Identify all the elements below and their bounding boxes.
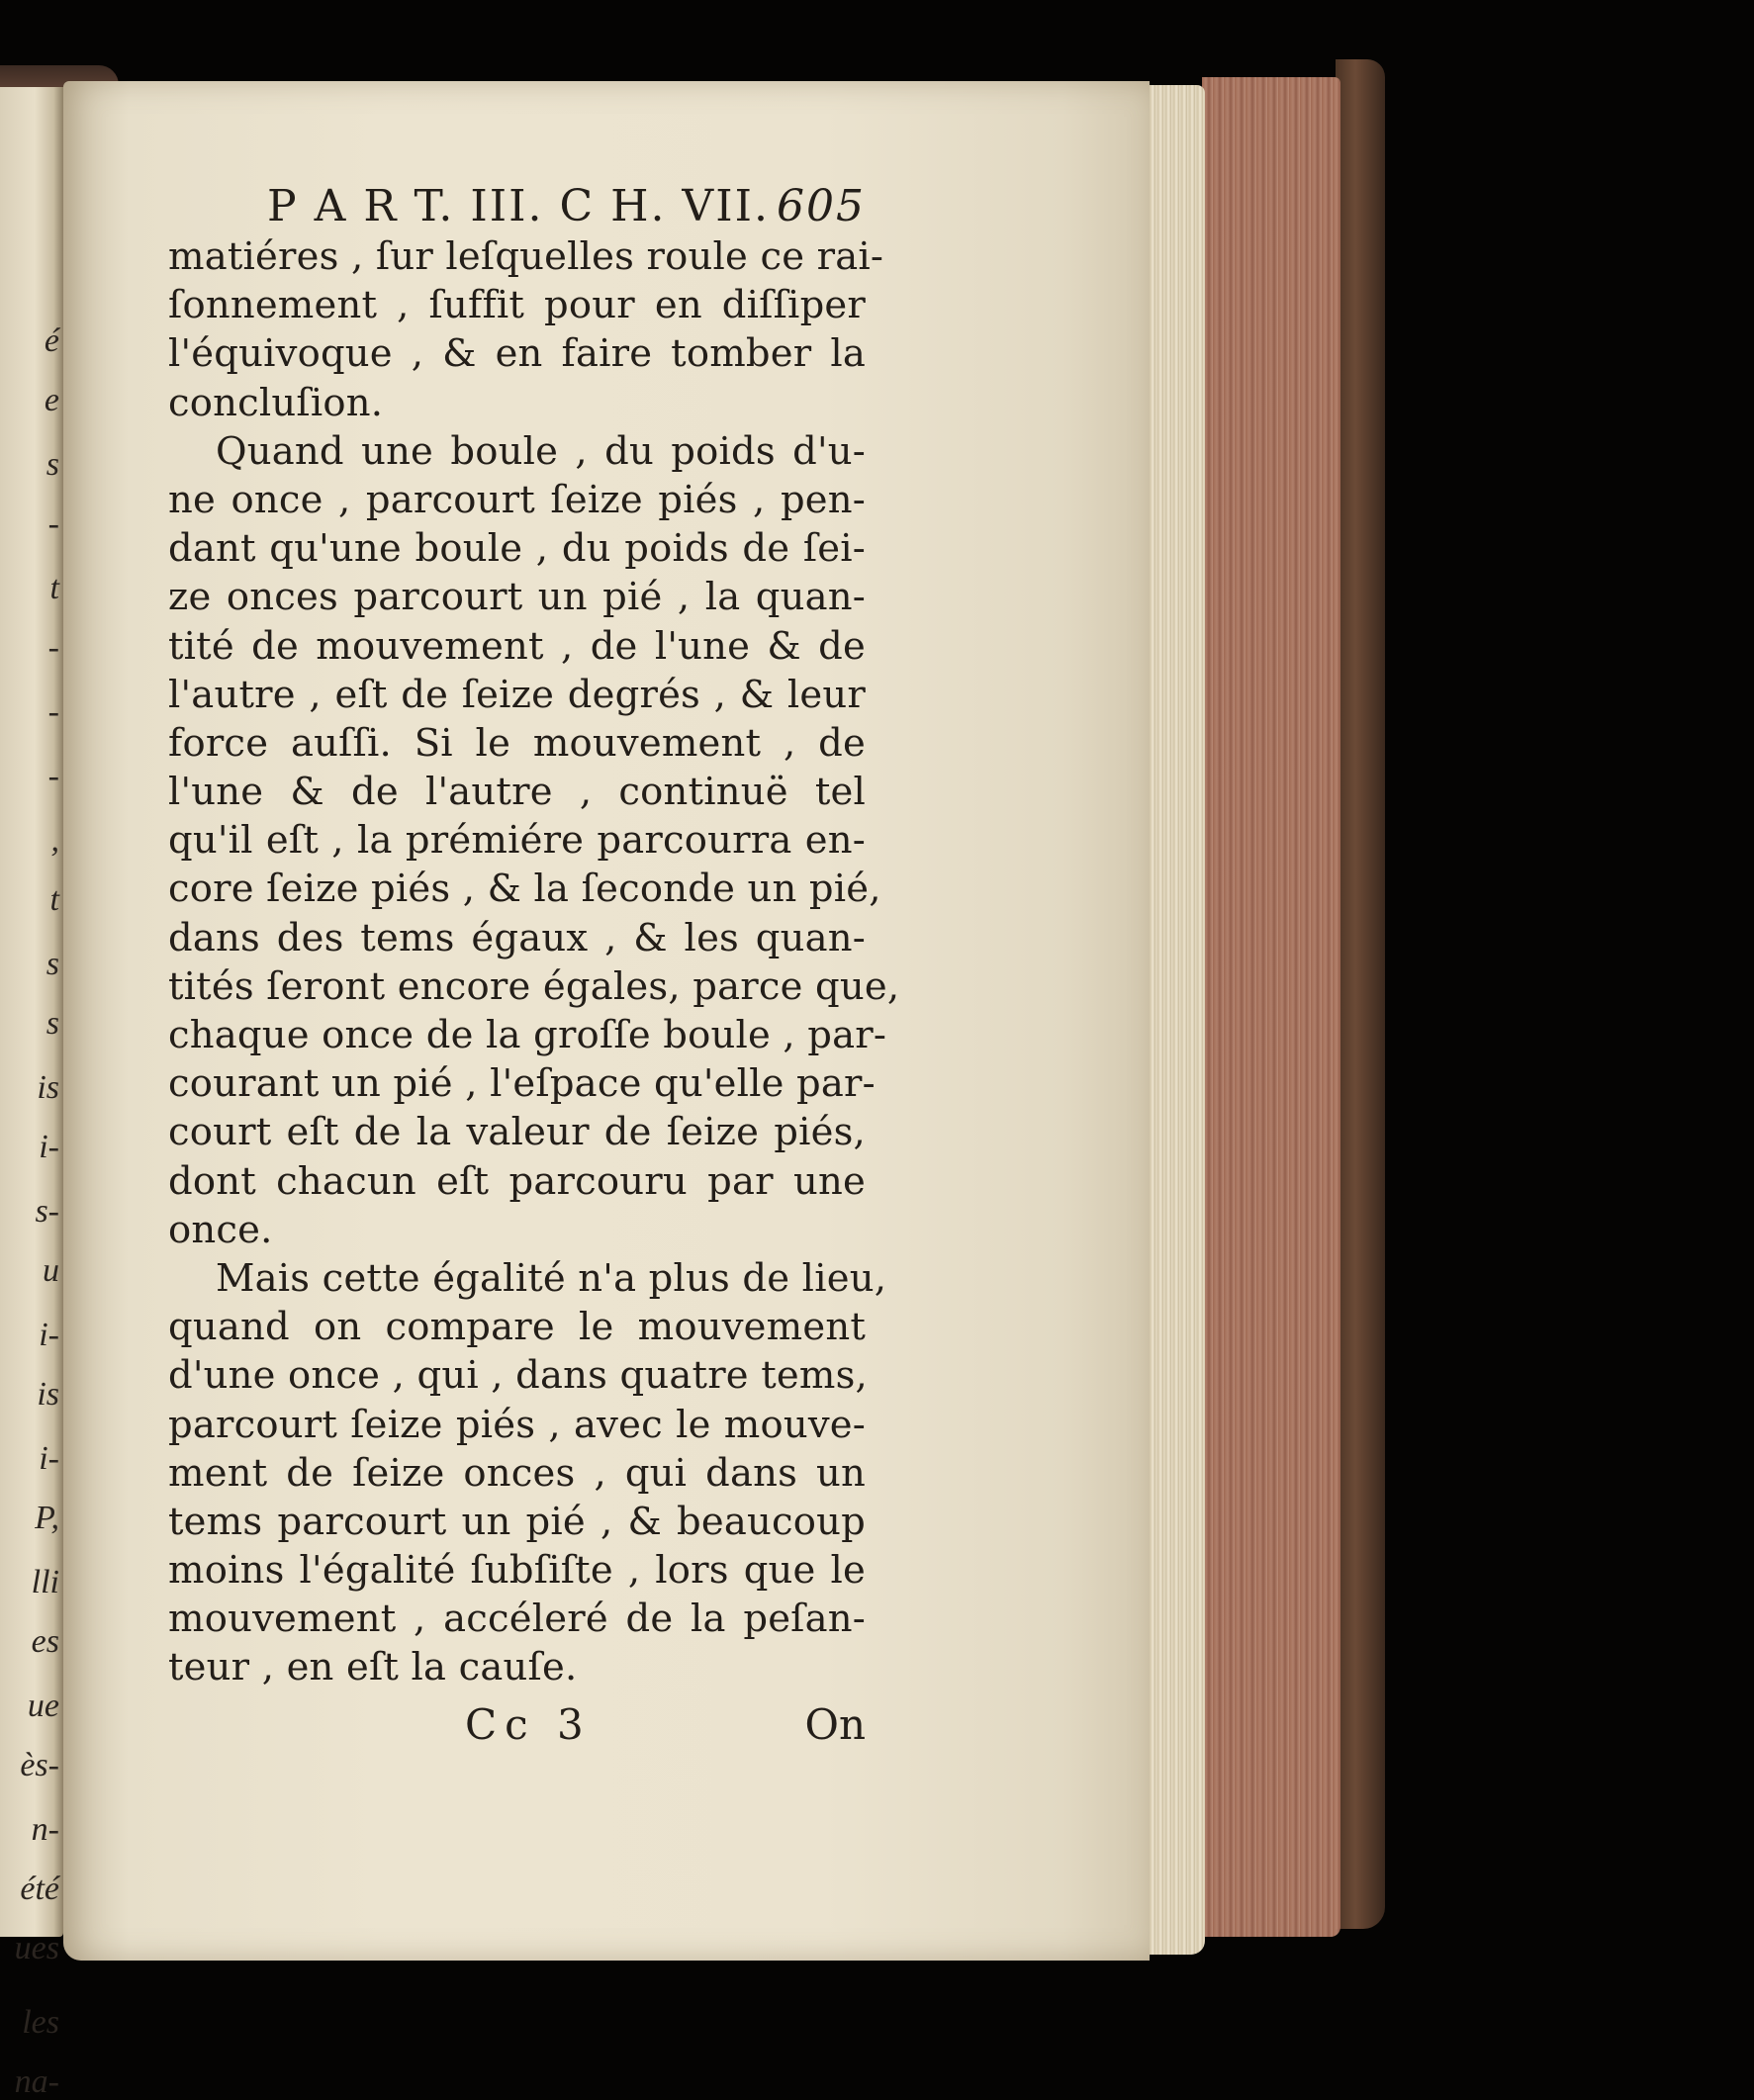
left-margin-fragment: s xyxy=(46,446,59,483)
text-line-content: tems parcourt un pié , & beaucoup xyxy=(168,1499,866,1544)
text-line xyxy=(168,962,900,1011)
text-line-content: dans des tems égaux , & les quan- xyxy=(168,915,866,960)
text-line xyxy=(168,865,881,913)
text-line xyxy=(168,379,866,427)
left-margin-fragment: s- xyxy=(35,1193,59,1230)
text-line-content: parcourt ſeize piés , avec le mouve- xyxy=(168,1402,866,1447)
text-line xyxy=(168,1401,866,1449)
signature-mark: Cc 3 xyxy=(465,1699,592,1749)
text-line xyxy=(168,427,866,476)
left-margin-fragment: les xyxy=(22,2004,59,2041)
catchword: On xyxy=(804,1699,866,1749)
text-line xyxy=(168,671,866,719)
page-footer xyxy=(168,1700,866,1756)
text-line xyxy=(168,1059,876,1108)
left-margin-fragment: ès- xyxy=(20,1747,59,1783)
text-line-content: court eſt de la valeur de ſeize piés, xyxy=(168,1110,866,1155)
text-line-content: dant qu'une boule , du poids de ſei- xyxy=(168,526,866,572)
left-margin-fragment: i- xyxy=(39,1440,59,1477)
text-line xyxy=(168,329,866,378)
page-stack-edge xyxy=(1148,85,1205,1955)
text-line xyxy=(168,1303,866,1351)
left-margin-fragment: été xyxy=(20,1871,59,1907)
text-line xyxy=(168,1449,866,1498)
left-margin-fragment: t xyxy=(49,570,59,606)
left-page-edge xyxy=(0,87,63,2100)
left-margin-fragment: s xyxy=(46,1005,59,1042)
text-line-content: concluſion. xyxy=(168,380,384,425)
left-margin-fragment: na- xyxy=(14,2063,59,2100)
text-line-content: Mais cette égalité n'a plus de lieu, xyxy=(216,1255,887,1301)
left-margin-fragment: u xyxy=(43,1252,59,1289)
text-line-content: ſonnement , ſuffit pour en diſſiper xyxy=(168,283,866,328)
left-margin-fragment: - xyxy=(47,629,59,666)
left-margin-fragment: P, xyxy=(35,1500,59,1536)
text-line-content: force auſſi. Si le mouvement , de xyxy=(168,720,866,766)
text-line-content: dont chacun eſt parcouru par une xyxy=(168,1158,866,1204)
text-line xyxy=(168,622,866,671)
text-line xyxy=(168,1157,866,1206)
text-line-content: l'autre , eſt de ſeize degrés , & leur xyxy=(168,672,866,717)
left-margin-fragment: , xyxy=(50,822,59,859)
left-margin-fragment: i- xyxy=(39,1317,59,1353)
text-line-content: Quand une boule , du poids d'u- xyxy=(216,428,866,474)
text-line-content: quand on compare le mouvement xyxy=(168,1305,866,1350)
left-margin-fragment: i- xyxy=(39,1129,59,1165)
left-margin-fragment: is xyxy=(37,1376,59,1413)
text-line xyxy=(168,232,884,281)
text-line xyxy=(168,1011,887,1059)
book-cover-edge xyxy=(1336,59,1385,1929)
text-line-content: ment de ſeize onces , qui dans un xyxy=(168,1450,866,1496)
left-margin-fragment: lli xyxy=(31,1564,59,1600)
text-line-content: chaque once de la groſſe boule , par- xyxy=(168,1013,887,1057)
text-line xyxy=(168,1546,866,1595)
page-text-block xyxy=(168,181,900,1756)
left-margin-fragment: e xyxy=(44,382,59,418)
left-margin-fragment: is xyxy=(37,1069,59,1106)
body-text xyxy=(168,232,900,1692)
left-margin-fragment: n- xyxy=(31,1811,59,1848)
text-line xyxy=(168,573,866,621)
text-line-content: core ſeize piés , & la ſeconde un pié, xyxy=(168,867,881,912)
running-head-title: P A R T. III. C H. VII. xyxy=(267,181,770,231)
text-line xyxy=(168,476,866,524)
text-line-content: moins l'égalité ſubſiſte , lors que le xyxy=(168,1548,866,1594)
text-line xyxy=(168,281,866,329)
text-line-content: l'équivoque , & en faire tomber la xyxy=(168,331,866,377)
text-line-content: mouvement , accéleré de la peſan- xyxy=(168,1597,866,1642)
left-margin-fragment: t xyxy=(49,881,59,918)
left-margin-fragment: - xyxy=(47,505,59,542)
text-line xyxy=(168,1206,866,1254)
left-margin-fragment: ue xyxy=(27,1688,59,1724)
text-line-content: teur , en eſt la cauſe. xyxy=(168,1645,578,1690)
text-line-content: qu'il eſt , la prémiére parcourra en- xyxy=(168,818,866,864)
left-margin-fragments xyxy=(0,322,59,2100)
left-margin-fragment: - xyxy=(47,693,59,730)
page-number: 605 xyxy=(777,181,866,231)
text-line xyxy=(168,1643,866,1691)
text-line-content: courant un pié , l'eſpace qu'elle par- xyxy=(168,1061,876,1107)
text-line xyxy=(168,1498,866,1546)
text-line-content: tité de mouvement , de l'une & de xyxy=(168,623,866,669)
left-margin-fragment: é xyxy=(44,322,59,359)
text-line-content: matiéres , ſur leſquelles roule ce rai- xyxy=(168,234,884,279)
text-line xyxy=(168,719,866,768)
text-line xyxy=(168,914,866,962)
text-line xyxy=(168,1351,866,1400)
text-line xyxy=(168,524,866,573)
text-line xyxy=(168,768,866,816)
text-line-content: l'une & de l'autre , continuë tel xyxy=(168,770,866,815)
text-line-content: ze onces parcourt un pié , la quan- xyxy=(168,575,866,620)
left-margin-fragment: s xyxy=(46,946,59,982)
left-margin-fragment: es xyxy=(31,1623,59,1660)
left-margin-fragment: - xyxy=(47,758,59,794)
text-line xyxy=(168,816,866,865)
text-line-content: d'une once , qui , dans quatre tems, xyxy=(168,1353,868,1399)
text-line-content: ne once , parcourt ſeize piés , pen- xyxy=(168,477,866,522)
sprinkled-page-block-edge xyxy=(1202,77,1340,1937)
text-line xyxy=(168,1595,866,1643)
text-line xyxy=(168,1108,866,1156)
left-margin-fragment: ues xyxy=(14,1930,59,1966)
text-line xyxy=(168,1254,887,1303)
text-line-content: once. xyxy=(168,1207,273,1252)
text-line-content: tités ſeront encore égales, parce que, xyxy=(168,963,900,1009)
running-head xyxy=(168,181,866,232)
